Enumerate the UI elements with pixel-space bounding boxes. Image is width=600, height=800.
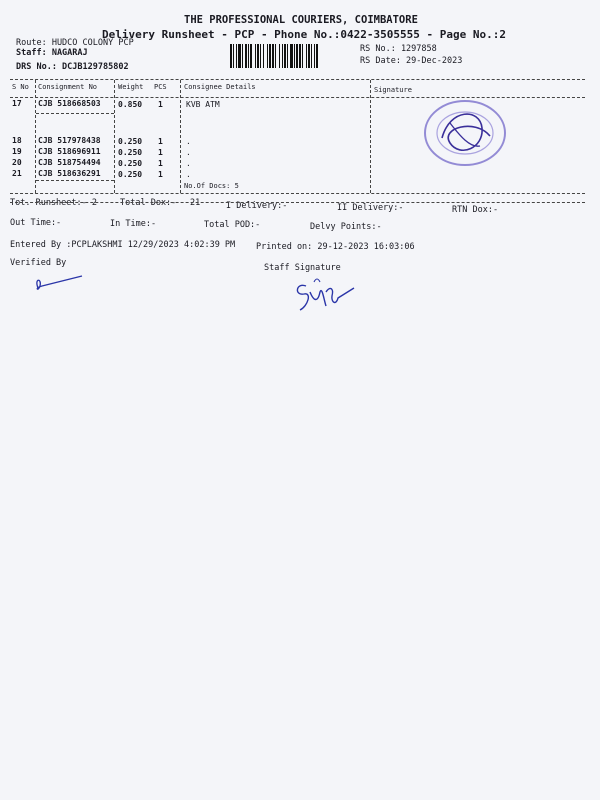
col-divider bbox=[370, 80, 371, 193]
row-sno: 21 bbox=[12, 169, 22, 178]
row-consignment: CJB 518668503 bbox=[38, 99, 101, 108]
col-divider bbox=[35, 80, 36, 193]
col-header-consignment: Consignment No bbox=[38, 83, 98, 91]
rtn-dox: RTN Dox:- bbox=[452, 205, 499, 215]
row-sno: 20 bbox=[12, 158, 22, 167]
row-weight: 0.250 bbox=[118, 170, 143, 179]
no-of-docs: No.Of Docs: 5 bbox=[184, 182, 239, 190]
office-stamp-icon bbox=[420, 98, 510, 168]
row-pcs: 1 bbox=[158, 159, 163, 168]
table-top-rule bbox=[10, 79, 585, 80]
row-consignment: CJB 517978438 bbox=[38, 136, 101, 145]
ii-delivery: II Delivery:- bbox=[337, 203, 404, 213]
table-bottom-rule bbox=[10, 193, 585, 194]
row-sno: 17 bbox=[12, 99, 22, 108]
row-rule bbox=[36, 113, 114, 114]
row-weight: 0.250 bbox=[118, 159, 143, 168]
col-divider bbox=[114, 80, 115, 193]
delvy-points: Delvy Points:- bbox=[310, 222, 382, 232]
route-label: Route: HUDCO COLONY PCP bbox=[16, 38, 134, 48]
in-time: In Time:- bbox=[110, 219, 157, 229]
summary-rule bbox=[10, 202, 585, 203]
row-consignment: CJB 518696911 bbox=[38, 147, 101, 156]
staff-label: Staff: NAGARAJ bbox=[16, 48, 88, 58]
barcode bbox=[230, 44, 356, 68]
i-delivery: I Delivery:- bbox=[226, 201, 288, 211]
runsheet-title: Delivery Runsheet - PCP - Phone No.:0422-3505555 - Page No.:2 bbox=[102, 28, 506, 41]
verified-by: Verified By bbox=[10, 258, 67, 268]
row-pcs: 1 bbox=[158, 100, 163, 109]
row-details: . bbox=[186, 137, 191, 146]
row-pcs: 1 bbox=[158, 148, 163, 157]
staff-signature-label: Staff Signature bbox=[264, 263, 341, 273]
col-header-pcs: PCS bbox=[154, 83, 167, 91]
drs-number: DRS No.: DCJB129785802 bbox=[16, 62, 129, 72]
col-header-signature: Signature bbox=[374, 86, 412, 94]
row-details: . bbox=[186, 170, 191, 179]
total-dox-label: Total Dox:- bbox=[120, 198, 177, 208]
entered-by: Entered By :PCPLAKSHMI 12/29/2023 4:02:39 PM bbox=[10, 240, 236, 250]
row-pcs: 1 bbox=[158, 137, 163, 146]
row-weight: 0.850 bbox=[118, 100, 143, 109]
col-header-consignee: Consignee Details bbox=[184, 83, 256, 91]
row-details: . bbox=[186, 159, 191, 168]
tot-runsheet: Tot. Runsheet:- 2 bbox=[10, 198, 97, 208]
col-header-sno: S No bbox=[12, 83, 29, 91]
row-sno: 18 bbox=[12, 136, 22, 145]
rs-date: RS Date: 29-Dec-2023 bbox=[360, 56, 463, 66]
staff-signature-icon bbox=[288, 272, 368, 316]
row-sno: 19 bbox=[12, 147, 22, 156]
out-time: Out Time:- bbox=[10, 218, 62, 228]
row-rule bbox=[36, 180, 114, 181]
company-name: THE PROFESSIONAL COURIERS, COIMBATORE bbox=[184, 14, 418, 26]
row-details: KVB ATM bbox=[186, 100, 220, 109]
total-pod: Total POD:- bbox=[204, 220, 261, 230]
printed-on: Printed on: 29-12-2023 16:03:06 bbox=[256, 242, 415, 252]
row-consignment: CJB 518636291 bbox=[38, 169, 101, 178]
col-header-weight: Weight bbox=[118, 83, 144, 91]
rs-number: RS No.: 1297858 bbox=[360, 44, 437, 54]
row-weight: 0.250 bbox=[118, 137, 143, 146]
total-dox-value: 21 bbox=[190, 198, 201, 208]
verifier-signature-icon bbox=[28, 270, 88, 296]
col-divider bbox=[180, 80, 181, 193]
row-details: . bbox=[186, 148, 191, 157]
row-consignment: CJB 518754494 bbox=[38, 158, 101, 167]
row-weight: 0.250 bbox=[118, 148, 143, 157]
row-pcs: 1 bbox=[158, 170, 163, 179]
